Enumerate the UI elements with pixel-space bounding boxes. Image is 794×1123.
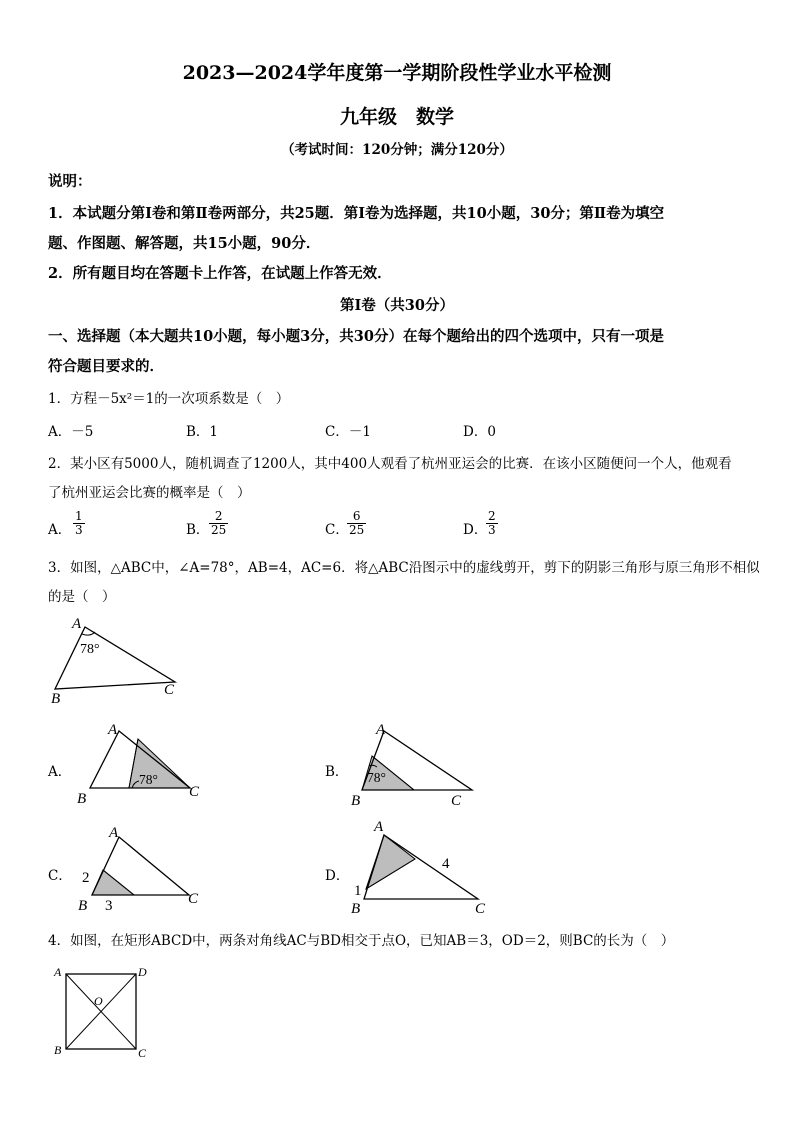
question-2-option-b-letter: B． (186, 522, 210, 538)
question-2-option-d-letter: D． (463, 522, 488, 538)
question-3-option-d-figure (346, 815, 501, 919)
vertex-a-label: A (374, 819, 384, 835)
vertex-c-label: C (189, 784, 200, 800)
question-1-option-c: C．－1 (325, 424, 371, 440)
question-1-option-b: B．1 (186, 424, 219, 440)
length-label-3: 3 (105, 898, 113, 914)
length-label-2: 2 (82, 870, 90, 886)
question-3-option-a-letter: A． (48, 764, 72, 780)
angle-label: 78° (367, 770, 386, 785)
exam-info: （考试时间：120分钟；满分120分） (281, 142, 513, 158)
question-1-option-a: A．－5 (48, 424, 94, 440)
numerator: 6 (352, 509, 361, 523)
question-2-stem: 2．某小区有5000人，随机调查了1200人，其中400人观看了杭州亚运会的比赛．在该小区随便问一个人，他观看 (48, 456, 732, 472)
denominator: 25 (211, 523, 227, 537)
question-3-main-figure (40, 612, 190, 707)
vertex-b-label: B (54, 1043, 62, 1057)
vertex-a-label: A (109, 825, 119, 841)
question-3-stem-cont: 的是（ ） (48, 589, 116, 605)
vertex-c-label: C (475, 901, 486, 917)
question-3-stem: 3．如图，△ABC中，∠A=78°，AB=4，AC=6．将△ABC沿图示中的虚线剪开，剪下的阴影三角形与原三角形不相似 (48, 560, 760, 576)
angle-label: 78° (139, 772, 158, 787)
length-label-4: 4 (442, 856, 450, 872)
denominator: 25 (349, 523, 365, 537)
question-3-option-b-letter: B． (325, 764, 349, 780)
numerator: 2 (488, 509, 496, 523)
question-2-option-b-fraction (209, 510, 228, 537)
exam-title: 2023—2024学年度第一学期阶段性学业水平检测 (182, 62, 612, 84)
vertex-a-label: A (54, 965, 62, 979)
denominator: 3 (488, 523, 496, 537)
instruction-item-1: 1．本试题分第Ⅰ卷和第Ⅱ卷两部分，共25题．第Ⅰ卷为选择题，共10小题，30分；第Ⅱ卷为填空 (48, 205, 665, 222)
question-2-option-d-fraction (486, 510, 498, 537)
denominator: 3 (75, 523, 83, 537)
question-3-option-d-letter: D． (325, 868, 350, 884)
section-intro: 一、选择题（本大题共10小题，每小题3分，共30分）在每个题给出的四个选项中，只有一项是 (48, 328, 664, 345)
vertex-a-label: A (72, 616, 82, 632)
numerator: 2 (214, 509, 223, 523)
question-3-option-b-figure (342, 716, 492, 808)
question-3-option-a-figure (72, 716, 212, 808)
question-4-rectangle-figure (50, 962, 155, 1062)
question-2-stem-cont: 了杭州亚运会比赛的概率是（ ） (48, 485, 251, 501)
question-3-option-c-figure (74, 820, 214, 916)
question-4-stem: 4．如图，在矩形ABCD中，两条对角线AC与BD相交于点O，已知AB＝3，OD＝2，则BC的长为（ ） (48, 933, 675, 949)
question-2-option-c-letter: C． (325, 522, 349, 538)
triangle-abc (55, 627, 175, 689)
exam-subtitle: 九年级 数学 (339, 106, 454, 128)
numerator: 1 (75, 509, 83, 523)
center-o-label: O (94, 994, 103, 1008)
vertex-c-label: C (188, 891, 199, 907)
vertex-b-label: B (78, 898, 88, 914)
angle-label: 78° (80, 642, 100, 657)
section-title: 第Ⅰ卷（共30分） (340, 297, 454, 314)
length-label-1: 1 (354, 883, 362, 899)
question-1-stem: 1．方程－5x²＝1的一次项系数是（ ） (48, 391, 290, 407)
instructions-heading: 说明： (48, 173, 92, 190)
vertex-b-label: B (51, 691, 61, 707)
question-2-option-a-fraction (73, 510, 85, 537)
vertex-c-label: C (164, 682, 175, 698)
question-2-option-c-fraction (347, 510, 366, 537)
instruction-item-1-cont: 题、作图题、解答题，共15小题，90分． (48, 235, 321, 252)
question-3-option-c-letter: C． (48, 868, 72, 884)
shaded-triangle (366, 835, 415, 889)
vertex-a-label: A (108, 722, 118, 738)
vertex-a-label: A (376, 722, 386, 738)
question-1-option-d: D．0 (463, 424, 496, 440)
section-intro-cont: 符合题目要求的． (48, 358, 164, 375)
vertex-d-label: D (138, 965, 147, 979)
instruction-item-2: 2．所有题目均在答题卡上作答，在试题上作答无效． (48, 265, 392, 282)
vertex-b-label: B (351, 793, 361, 808)
vertex-c-label: C (451, 793, 462, 808)
vertex-c-label: C (138, 1046, 147, 1060)
vertex-b-label: B (351, 901, 361, 917)
question-2-option-a-letter: A． (48, 522, 72, 538)
vertex-b-label: B (77, 791, 87, 807)
